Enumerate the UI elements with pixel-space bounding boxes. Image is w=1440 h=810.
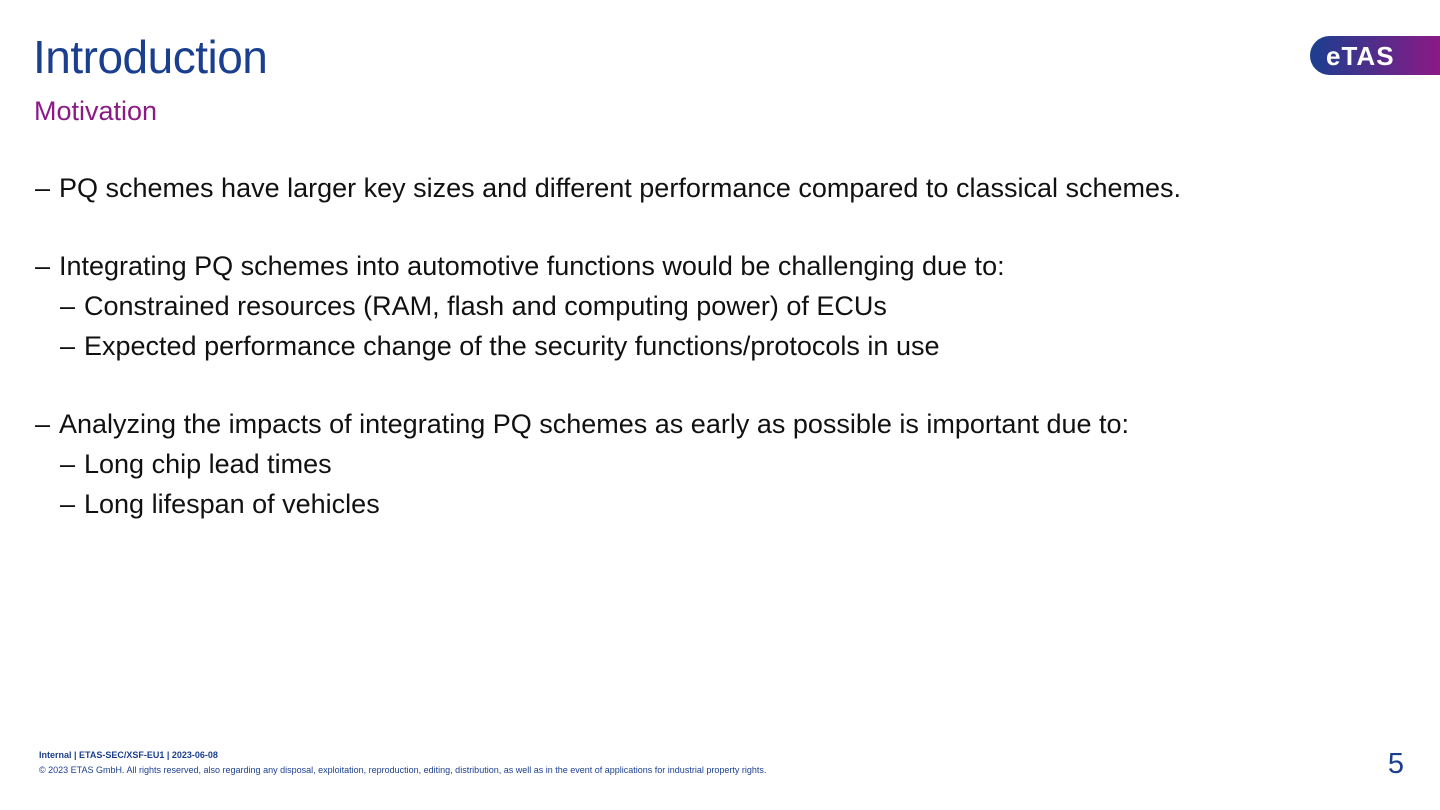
bullet-text: Analyzing the impacts of integrating PQ schemes as early as possible is important due to: xyxy=(59,409,1130,439)
bullet-text: Long lifespan of vehicles xyxy=(84,489,380,519)
dash-marker: – xyxy=(60,291,76,321)
bullet-text: Expected performance change of the security functions/protocols in use xyxy=(84,331,940,361)
sub-bullet-item xyxy=(35,326,1415,366)
logo-text: eTAS xyxy=(1326,41,1395,71)
bullet-item xyxy=(35,246,1415,286)
dash-marker: – xyxy=(60,489,76,519)
footer-copyright: © 2023 ETAS GmbH. All rights reserved, also regarding any disposal, exploitation, reproduction, editing, distribution, as well as in the event of applications for industrial property rights. xyxy=(39,765,767,775)
sub-bullet-item xyxy=(35,484,1415,524)
page-number: 5 xyxy=(1387,748,1404,780)
etas-logo xyxy=(1310,36,1440,75)
bullet-text: Constrained resources (RAM, flash and computing power) of ECUs xyxy=(84,291,887,321)
dash-marker: – xyxy=(35,409,51,439)
dash-marker: – xyxy=(60,449,76,479)
slide-title: Introduction xyxy=(33,31,268,83)
bullet-item xyxy=(35,404,1415,444)
bullet-text: Long chip lead times xyxy=(84,449,332,479)
sub-bullet-item xyxy=(35,444,1415,484)
sub-bullet-item xyxy=(35,286,1415,326)
bullet-list xyxy=(35,168,1415,524)
bullet-text: PQ schemes have larger key sizes and different performance compared to classical schemes. xyxy=(59,173,1182,203)
dash-marker: – xyxy=(60,331,76,361)
dash-marker: – xyxy=(35,251,51,281)
slide-subtitle: Motivation xyxy=(34,96,158,126)
bullet-item xyxy=(35,168,1415,208)
dash-marker: – xyxy=(35,173,51,203)
bullet-text: Integrating PQ schemes into automotive functions would be challenging due to: xyxy=(59,251,1005,281)
footer-classification: Internal | ETAS-SEC/XSF-EU1 | 2023-06-08 xyxy=(39,750,218,760)
